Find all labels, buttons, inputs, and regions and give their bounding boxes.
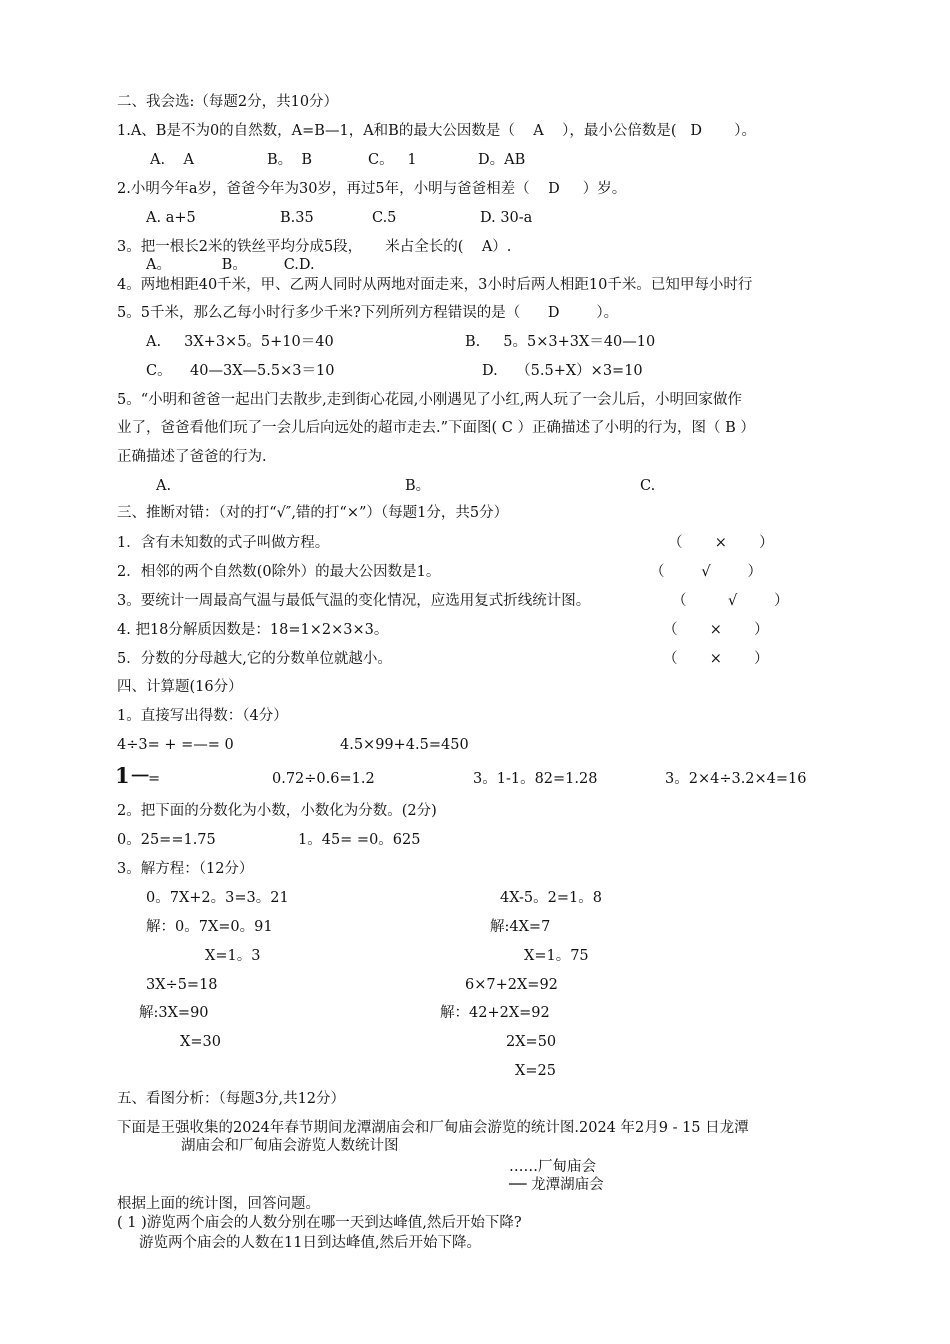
question-2-2: 2.小明今年a岁，爸爸今年为30岁，再过5年，小明与爸爸相差（ D ）岁。 [117, 181, 627, 197]
calc-3-fraction-expr: 1－ [115, 763, 151, 788]
chart-prompt: 根据上面的统计图，回答问题。 [117, 1196, 320, 1212]
judge-item-3: 3。要统计一周最高气温与最低气温的变化情况，应选用复式折线统计图。 [117, 593, 591, 609]
judge-answer-3: （ √ ） [672, 593, 789, 609]
judge-answer-5: （ × ） [663, 651, 769, 667]
chart-answer-1: 游览两个庙会的人数在11日到达峰值,然后开始下降。 [139, 1235, 482, 1251]
option-c: C. [640, 478, 656, 494]
chart-question-1: ( 1 )游览两个庙会的人数分别在哪一天到达峰值,然后开始下降? [117, 1215, 522, 1231]
option-b: B. 5。5×3+3X＝40—10 [465, 334, 656, 350]
section-4-heading: 四、计算题(16分） [117, 679, 243, 695]
equation-1-line-2: 解：0。7X=0。91 [146, 919, 273, 935]
part-1-heading: 1。直接写出得数：（4分） [117, 708, 288, 724]
calc-2: 4.5×99+4.5=450 [340, 737, 469, 753]
legend-longtanhu: ── 龙潭湖庙会 [509, 1177, 604, 1193]
option-d: D. （5.5+X）×3=10 [482, 363, 643, 379]
judge-item-5: 5．分数的分母越大,它的分数单位就越小。 [117, 651, 392, 667]
judge-answer-1: （ × ） [668, 535, 774, 551]
question-2-4-line-2: 5。5千米，那么乙每小时行多少千米?下列所列方程错误的是（ D ）。 [117, 305, 619, 321]
calc-5: 3。1-1。82=1.28 [473, 771, 598, 787]
section-3-heading: 三、推断对错：（对的打“√″,错的打“×”）（每题1分，共5分） [117, 505, 509, 521]
question-2-4-line-1: 4。两地相距40千米，甲、乙两人同时从两地对面走来，3小时后两人相距10千米。已知甲每小时行 [117, 277, 753, 293]
judge-item-2: 2．相邻的两个自然数(0除外）的最大公因数是1。 [117, 564, 441, 580]
convert-1: 0。25==1.75 [117, 832, 216, 848]
equation-2-line-3: X=1。75 [524, 948, 589, 964]
calc-1: 4÷3= + =—= 0 [117, 737, 234, 753]
question-2-3: 3。把一根长2米的铁丝平均分成5段， 米占全长的( A）. [117, 239, 512, 255]
option-d: D。AB [478, 152, 526, 168]
option-b: B。 B [267, 152, 313, 168]
equation-3-line-2: 解:3X=90 [139, 1005, 209, 1021]
section-5-heading: 五、看图分析：（每题3分,共12分） [117, 1091, 346, 1107]
option-a: A. 3X+3×5。5+10＝40 [146, 334, 334, 350]
equation-4-line-4: X=25 [515, 1063, 556, 1079]
calc-3-equals: = [148, 771, 161, 787]
calc-6: 3。2×4÷3.2×4=16 [665, 771, 807, 787]
part-3-heading: 3。解方程：（12分） [117, 861, 254, 877]
question-2-5-line-2: 业了，爸爸看他们玩了一会儿后向远处的超市走去.”下面图( C ）正确描述了小明的行为，图（ B ） [117, 420, 755, 436]
option-c: C。 40—3X—5.5×3＝10 [146, 363, 335, 379]
section-5-intro: 下面是王强收集的2024年春节期间龙潭湖庙会和厂甸庙会游览的统计图.2024 年2月9 - 15 日龙潭 [117, 1120, 749, 1136]
equation-4-line-2: 解：42+2X=92 [440, 1005, 550, 1021]
question-2-3-options: A。 B。 C.D. [146, 257, 315, 273]
equation-3-line-3: X=30 [180, 1034, 221, 1050]
option-d: D. 30-a [480, 210, 533, 226]
judge-answer-2: （ √ ） [650, 564, 762, 580]
equation-2-line-2: 解:4X=7 [490, 919, 551, 935]
option-a: A. A [150, 152, 194, 168]
equation-3-line-1: 3X÷5=18 [146, 977, 218, 993]
option-a: A. a+5 [146, 210, 196, 226]
judge-item-1: 1．含有未知数的式子叫做方程。 [117, 535, 330, 551]
convert-2: 1。45= =0。625 [298, 832, 421, 848]
option-b: B。 [405, 478, 431, 494]
equation-1-line-1: 0。7X+2。3=3。21 [146, 890, 289, 906]
option-a: A. [156, 478, 172, 494]
section-2-heading: 二、我会选:（每题2分，共10分） [117, 94, 339, 110]
calc-4: 0.72÷0.6=1.2 [272, 771, 375, 787]
question-2-5-line-3: 正确描述了爸爸的行为. [117, 449, 267, 465]
part-2-heading: 2。把下面的分数化为小数，小数化为分数。(2分) [117, 803, 437, 819]
option-b: B.35 [280, 210, 314, 226]
legend-changdian: ……厂甸庙会 [509, 1159, 596, 1175]
option-c: C.5 [372, 210, 397, 226]
judge-item-4: 4. 把18分解质因数是：18=1×2×3×3。 [117, 622, 389, 638]
question-2-5-line-1: 5。“小明和爸爸一起出门去散步,走到街心花园,小刚遇见了小红,两人玩了一会儿后，小明回家做作 [117, 392, 742, 408]
chart-title: 湖庙会和厂甸庙会游览人数统计图 [181, 1138, 399, 1154]
equation-4-line-3: 2X=50 [506, 1034, 557, 1050]
question-2-1: 1.A、B是不为0的自然数，A=B—1，A和B的最大公因数是（ A ），最小公倍数是( D ）。 [117, 123, 757, 139]
equation-4-line-1: 6×7+2X=92 [465, 977, 558, 993]
judge-answer-4: （ × ） [663, 622, 769, 638]
equation-1-line-3: X=1。3 [205, 948, 261, 964]
equation-2-line-1: 4X-5。2=1。8 [500, 890, 602, 906]
option-c: C。 1 [368, 152, 417, 168]
